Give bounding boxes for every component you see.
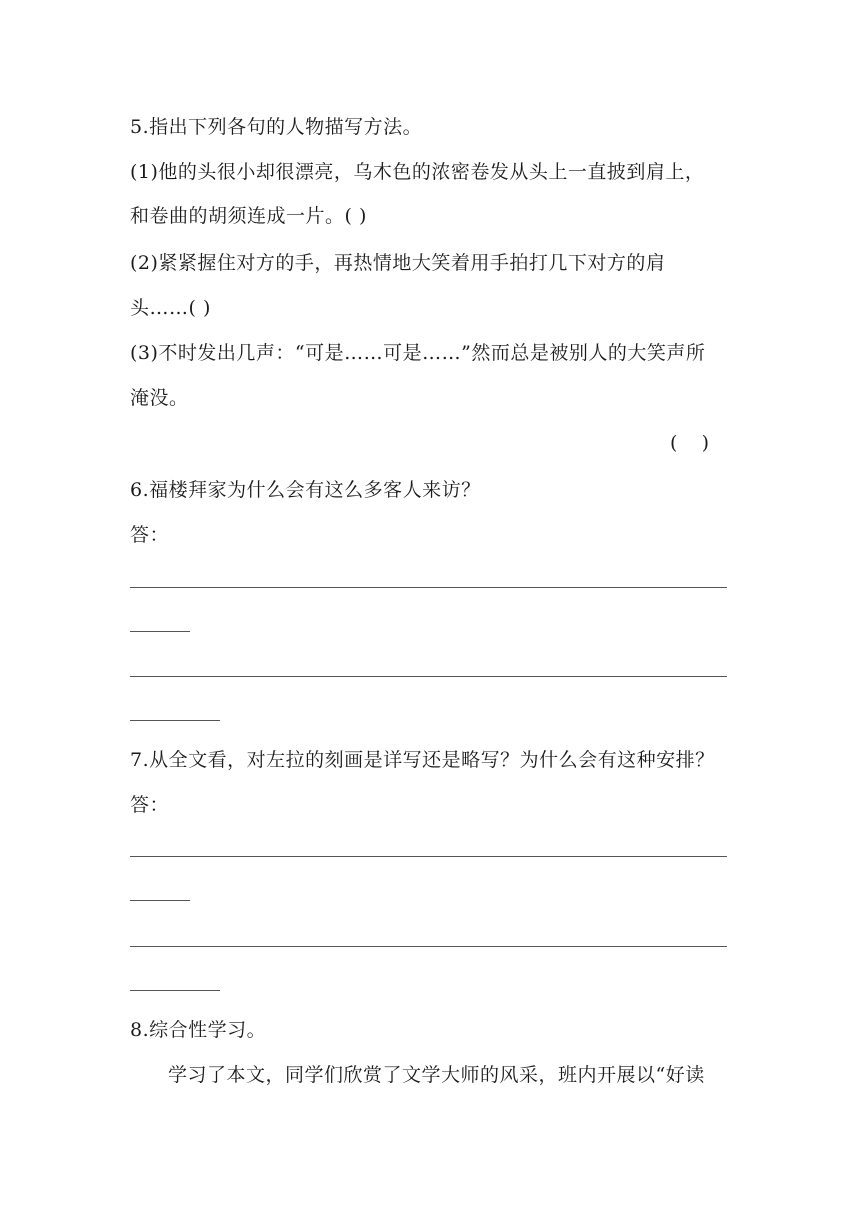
question-8-paragraph: 学习了本文，同学们欣赏了文学大师的风采，班内开展以“好读: [168, 1064, 705, 1086]
question-6-answer-line-2[interactable]: [130, 631, 190, 632]
question-7-answer-line-1[interactable]: [130, 856, 727, 857]
question-5-item-2-line-2: 头……( ): [130, 297, 211, 319]
question-8-title: 8.综合性学习。: [130, 1019, 267, 1041]
question-5-title: 5.指出下列各句的人物描写方法。: [130, 116, 423, 138]
question-5-item-3-line-1: (3)不时发出几声：“可是……可是……”然而总是被别人的大笑声所: [130, 342, 706, 364]
question-5-item-1-line-1: (1)他的头很小却很漂亮，乌木色的浓密卷发从头上一直披到肩上，: [130, 161, 705, 183]
question-7-answer-line-2[interactable]: [130, 900, 190, 901]
question-5-item-3-line-2: 淹没。: [130, 387, 189, 409]
question-7-answer-line-4[interactable]: [130, 990, 220, 991]
question-6-answer-line-3[interactable]: [130, 676, 727, 677]
question-6-title: 6.福楼拜家为什么会有这么多客人来访？: [130, 479, 481, 501]
question-7-title: 7.从全文看，对左拉的刻画是详写还是略写？为什么会有这种安排？: [130, 749, 715, 771]
question-7-answer-label: 答：: [130, 794, 170, 816]
question-5-item-3-answer-blank[interactable]: ( ): [670, 432, 709, 454]
question-5-item-2-line-1: (2)紧紧握住对方的手，再热情地大笑着用手拍打几下对方的肩: [130, 252, 666, 274]
question-6-answer-line-1[interactable]: [130, 587, 727, 588]
question-5-item-1-line-2: 和卷曲的胡须连成一片。( ): [130, 205, 367, 227]
question-6-answer-line-4[interactable]: [130, 720, 220, 721]
question-6-answer-label: 答：: [130, 524, 170, 546]
question-7-answer-line-3[interactable]: [130, 946, 727, 947]
